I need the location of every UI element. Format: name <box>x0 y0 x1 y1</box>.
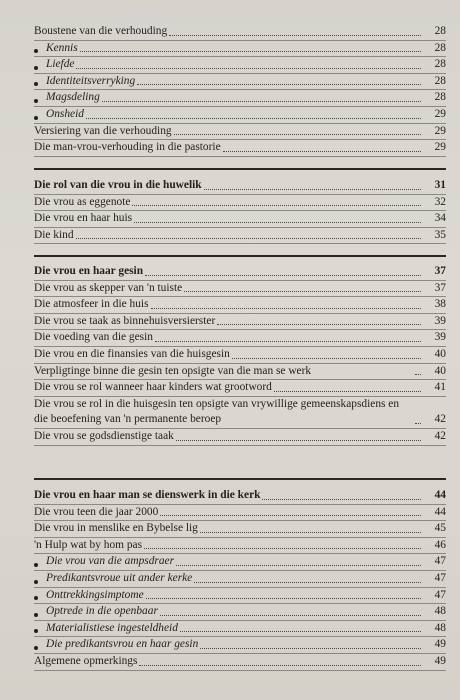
entry-text: Die vrou se godsdienstige taak <box>34 429 174 442</box>
entry-title <box>34 364 413 380</box>
page-number: 32 <box>434 195 446 208</box>
entry-text: Die vrou en haar man se dienswerk in die kerk <box>34 489 261 501</box>
dot-leader <box>274 391 421 392</box>
toc-subentry <box>34 554 446 571</box>
page-number: 48 <box>434 605 446 618</box>
toc-entry <box>34 538 446 555</box>
toc-entry <box>34 281 446 298</box>
entry-text: Magsdeling <box>46 91 100 104</box>
entry-title <box>34 228 74 244</box>
toc-entry <box>34 195 446 212</box>
toc-section <box>34 488 446 671</box>
dot-leader <box>262 499 421 500</box>
entry-title <box>34 24 167 40</box>
dot-leader <box>160 515 421 516</box>
dot-leader <box>184 291 421 292</box>
entry-text: Die vrou teen die jaar 2000 <box>34 505 159 518</box>
dot-leader <box>217 324 421 325</box>
page-number: 42 <box>434 413 446 426</box>
page-number: 40 <box>434 364 446 377</box>
entry-title <box>34 380 272 396</box>
section-divider <box>34 478 446 480</box>
toc-subentry <box>34 604 446 621</box>
entry-text: Versiering van die verhouding <box>34 124 172 137</box>
dot-leader <box>176 440 421 441</box>
page-number: 45 <box>434 522 446 535</box>
page-number: 29 <box>434 107 446 120</box>
toc-entry <box>34 380 446 397</box>
entry-text: Die kind <box>34 228 74 241</box>
page-number: 49 <box>434 654 446 667</box>
toc-section <box>34 178 446 244</box>
toc-heading <box>34 488 446 505</box>
entry-title <box>34 347 230 363</box>
bullet-icon <box>34 116 38 120</box>
toc-entry <box>34 330 446 347</box>
page-number: 47 <box>434 571 446 584</box>
entry-title <box>44 90 100 106</box>
page-number: 48 <box>434 621 446 634</box>
page-number: 46 <box>434 538 446 551</box>
page-number: 38 <box>434 298 446 311</box>
entry-title <box>34 488 260 504</box>
page-number: 39 <box>434 314 446 327</box>
entry-title <box>34 330 153 346</box>
bullet-icon <box>34 99 38 103</box>
bullet-icon <box>34 563 38 567</box>
dot-leader <box>76 238 421 239</box>
dot-leader <box>180 631 421 632</box>
page-number: 29 <box>434 141 446 154</box>
entry-text: Die vrou en haar huis <box>34 212 133 225</box>
page-number: 39 <box>434 331 446 344</box>
entry-text: Onsheid <box>46 107 84 120</box>
toc-entry <box>34 140 446 157</box>
entry-title <box>34 654 137 670</box>
dot-leader <box>169 35 421 36</box>
bullet-icon <box>34 629 38 633</box>
bullet-icon <box>34 49 38 53</box>
page-number: 41 <box>434 381 446 394</box>
toc-subentry <box>34 41 446 58</box>
entry-text: Die vrou se taak as binnehuisversierster <box>34 314 216 327</box>
entry-title <box>34 195 130 211</box>
entry-text: Identiteitsverryking <box>46 74 136 87</box>
entry-title <box>34 505 158 521</box>
page-number: 31 <box>434 179 446 191</box>
entry-text: Kennis <box>46 41 78 54</box>
entry-title <box>44 621 178 637</box>
dot-leader <box>174 134 421 135</box>
toc-section <box>34 264 446 446</box>
entry-title <box>34 211 132 227</box>
toc-entry <box>34 211 446 228</box>
entry-text: Boustene van die verhouding <box>34 25 168 37</box>
entry-text: Die rol van die vrou in die huwelik <box>34 179 202 191</box>
toc-entry <box>34 429 446 446</box>
bullet-icon <box>34 580 38 584</box>
entry-text: Die atmosfeer in die huis <box>34 298 149 311</box>
page-number: 28 <box>434 74 446 87</box>
entry-text: 'n Hulp wat by hom pas <box>34 538 143 551</box>
entry-text: Liefde <box>46 58 75 71</box>
entry-title <box>34 140 221 156</box>
dot-leader <box>134 222 421 223</box>
entry-text: Predikantsvroue uit ander kerke <box>46 571 193 584</box>
page-number: 34 <box>434 212 446 225</box>
toc-entry <box>34 397 446 429</box>
toc-subentry <box>34 571 446 588</box>
section-divider <box>34 168 446 170</box>
entry-title <box>44 107 84 123</box>
entry-title <box>34 178 202 194</box>
toc-entry <box>34 314 446 331</box>
page-number: 47 <box>434 588 446 601</box>
page-number: 28 <box>434 25 446 37</box>
page-number: 49 <box>434 638 446 651</box>
entry-title <box>44 588 144 604</box>
dot-leader <box>76 68 421 69</box>
entry-text: Optrede in die openbaar <box>46 605 158 618</box>
toc-subentry <box>34 107 446 124</box>
entry-text: Die vrou se rol wanneer haar kinders wat grootword <box>34 381 272 394</box>
dot-leader <box>155 341 421 342</box>
entry-title <box>44 57 74 73</box>
entry-title <box>44 604 158 620</box>
bullet-icon <box>34 613 38 617</box>
toc-entry <box>34 521 446 538</box>
toc-entry <box>34 364 446 381</box>
dot-leader <box>146 598 421 599</box>
entry-text: Die voeding van die gesin <box>34 331 153 344</box>
page-number: 28 <box>434 58 446 71</box>
page-number: 42 <box>434 429 446 442</box>
toc-subentry <box>34 637 446 654</box>
dot-leader <box>145 275 421 276</box>
entry-title <box>34 124 172 140</box>
toc-subentry <box>34 74 446 91</box>
dot-leader <box>102 101 421 102</box>
page-number: 37 <box>434 281 446 294</box>
toc-subentry <box>34 621 446 638</box>
dot-leader <box>151 308 421 309</box>
dot-leader <box>194 582 421 583</box>
dot-leader <box>232 358 421 359</box>
bullet-icon <box>34 646 38 650</box>
dot-leader <box>132 205 421 206</box>
toc-subentry <box>34 90 446 107</box>
toc-entry <box>34 24 446 41</box>
entry-text: Die vrou in menslike en Bybelse lig <box>34 522 198 535</box>
entry-title <box>34 297 149 313</box>
entry-title <box>34 521 198 537</box>
dot-leader <box>204 189 421 190</box>
entry-text: Verpligtinge binne die gesin ten opsigte van die man se werk <box>34 364 312 377</box>
entry-title <box>44 571 192 587</box>
toc-entry <box>34 297 446 314</box>
entry-text: Die vrou as eggenote <box>34 195 131 208</box>
dot-leader <box>144 548 421 549</box>
entry-title <box>34 397 413 428</box>
bullet-icon <box>34 596 38 600</box>
dot-leader <box>80 51 421 52</box>
toc-section <box>34 24 446 157</box>
entry-text: Die vrou van die ampsdraer <box>46 555 175 568</box>
entry-title <box>34 281 182 297</box>
entry-text: Die vrou en die finansies van die huisgesin <box>34 347 230 360</box>
page-number: 44 <box>434 489 446 501</box>
toc-subentry <box>34 588 446 605</box>
toc-entry <box>34 654 446 671</box>
entry-text: Die man-vrou-verhouding in die pastorie <box>34 141 221 154</box>
page-number: 44 <box>434 505 446 518</box>
page-number: 37 <box>434 265 446 277</box>
entry-title <box>44 41 78 57</box>
bullet-icon <box>34 66 38 70</box>
entry-text: Onttrekkingsimptome <box>46 588 144 601</box>
dot-leader <box>200 532 421 533</box>
entry-text: Die vrou en haar gesin <box>34 265 144 277</box>
toc-subentry <box>34 57 446 74</box>
dot-leader <box>223 151 421 152</box>
entry-text: Die vrou as skepper van 'n tuiste <box>34 281 183 294</box>
dot-leader <box>137 84 421 85</box>
entry-text: Die predikantsvrou en haar gesin <box>46 638 199 651</box>
page-number: 40 <box>434 347 446 360</box>
dot-leader <box>200 648 421 649</box>
page-number: 28 <box>434 91 446 104</box>
bullet-icon <box>34 82 38 86</box>
entry-title <box>44 637 198 653</box>
page-number: 35 <box>434 228 446 241</box>
dot-leader <box>415 423 421 424</box>
section-divider <box>34 255 446 257</box>
entry-text: Die vrou se rol in die huisgesin ten opsigte van vrywillige gemeenskapsdiens en die beoefening van 'n permanente beroep <box>34 397 400 426</box>
dot-leader <box>160 615 421 616</box>
entry-title <box>34 538 142 554</box>
dot-leader <box>415 374 421 375</box>
toc-entry <box>34 347 446 364</box>
entry-title <box>44 74 135 90</box>
entry-text: Materialistiese ingesteldheid <box>46 621 178 634</box>
toc-heading <box>34 178 446 195</box>
page-number: 29 <box>434 124 446 137</box>
entry-title <box>34 429 174 445</box>
dot-leader <box>86 118 421 119</box>
toc-heading <box>34 264 446 281</box>
page-number: 47 <box>434 555 446 568</box>
toc-entry <box>34 228 446 245</box>
entry-title <box>44 554 174 570</box>
entry-title <box>34 314 215 330</box>
toc-entry <box>34 124 446 141</box>
dot-leader <box>176 565 421 566</box>
toc-entry <box>34 505 446 522</box>
dot-leader <box>139 665 421 666</box>
entry-title <box>34 264 143 280</box>
page-number: 28 <box>434 41 446 54</box>
entry-text: Algemene opmerkings <box>34 654 138 667</box>
